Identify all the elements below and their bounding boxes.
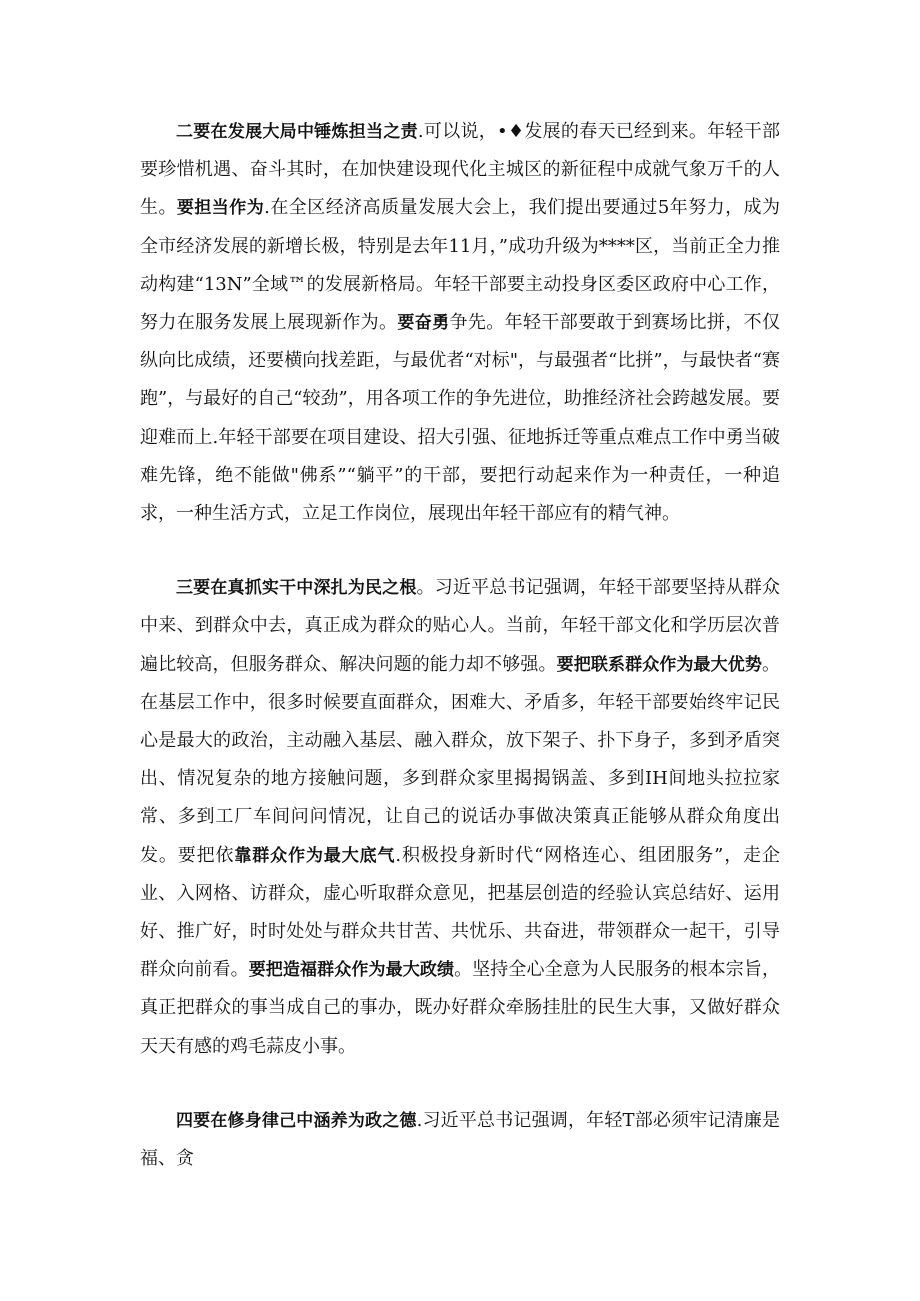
paragraph-subheading: 靠群众作为最大底气 <box>234 845 396 866</box>
paragraph-text: 。坚持全心全意为人民服务的根本宗旨，真正把群众的事当成自己的事办，既办好群众牵肠挂肚的民生大事，又做好群众天天有感的鸡毛蒜皮小事。 <box>140 959 781 1057</box>
paragraph-subheading: 要担当作为 <box>176 198 265 219</box>
paragraph-text: 。习近平总书记强调，年轻干部要坚持从群众中来、到群众中去，真正成为群众的贴心人。当前，年轻干部文化和学历层次普遍比较高，但服务群众、解决问题的能力却不够强。 <box>140 577 780 675</box>
paragraph-heading: 三要在真抓实干中深扎为民之根 <box>176 578 417 599</box>
paragraph-text: .可以说，•♦发展的春天已经到来。年轻干部要珍惜机遇、奋斗其时，在加快建设现代化主城区的新征程中成就气象万千的人生。 <box>140 121 780 219</box>
paragraph-heading: 四要在修身律己中涵养为政之德 <box>176 1110 417 1131</box>
paragraph-text: .在全区经济高质量发展大会上，我们提出要通过5年努力，成为全市经济发展的新增长极，特别是去年11月，”成功升级为****区，当前正全力推动构建“13N”全域™的发展新格局。年轻干部要主动投身区委区政府中心工作，努力在服务发展上展现新作为。 <box>140 197 781 334</box>
paragraph-subheading: 要把造福群众作为最大政绩 <box>248 960 455 981</box>
paragraph-3 <box>140 569 780 1066</box>
paragraph-subheading: 要奋勇 <box>397 313 450 334</box>
paragraph-text: 。在基层工作中，很多时候要直面群众，困难大、矛盾多，年轻干部要始终牢记民心是最大的政治，主动融入基层、融入群众，放下架子、扑下身子，多到矛盾突出、情况复杂的地方接触问题，多到群众家里揭揭锅盖、多到IH间地头拉拉家常、多到工厂车间问问情况，让自己的说话办事做决策真正能够从群众角度出发。要把依 <box>140 653 781 866</box>
paragraph-subheading: 要把联系群众作为最大优势 <box>556 654 763 675</box>
paragraph-text: .习近平总书记强调，年轻T部必须牢记清廉是福、贪 <box>140 1109 781 1170</box>
document-page <box>140 113 780 1178</box>
paragraph-4 <box>140 1102 780 1178</box>
paragraph-2 <box>140 113 780 533</box>
paragraph-text: .积极投身新时代“网格连心、组团服务”，走企业、入网格、访群众，虚心听取群众意见，把基层创造的经验认宾总结好、运用好、推广好，时时处处与群众共甘苦、共忧乐、共奋进，带领群众一起干，引导群众向前看。 <box>140 844 781 981</box>
paragraph-text: 争先。年轻干部要敢于到赛场比拼，不仅纵向比成绩，还要横向找差距，与最优者“对标"，与最强者“比拼”，与最快者“赛跑”，与最好的自己“较劲”，用各项工作的争先进位，助推经济社会跨越发展。要迎难而上.年轻干部要在项目建设、招大引强、征地拆迁等重点难点工作中勇当破难先锋，绝不能做"佛系”“躺平”的干部，要把行动起来作为一种责任，一种追求，一种生活方式，立足工作岗位，展现出年轻干部应有的精气神。 <box>140 312 781 525</box>
paragraph-heading: 二要在发展大局中锤炼担当之责 <box>176 122 418 142</box>
